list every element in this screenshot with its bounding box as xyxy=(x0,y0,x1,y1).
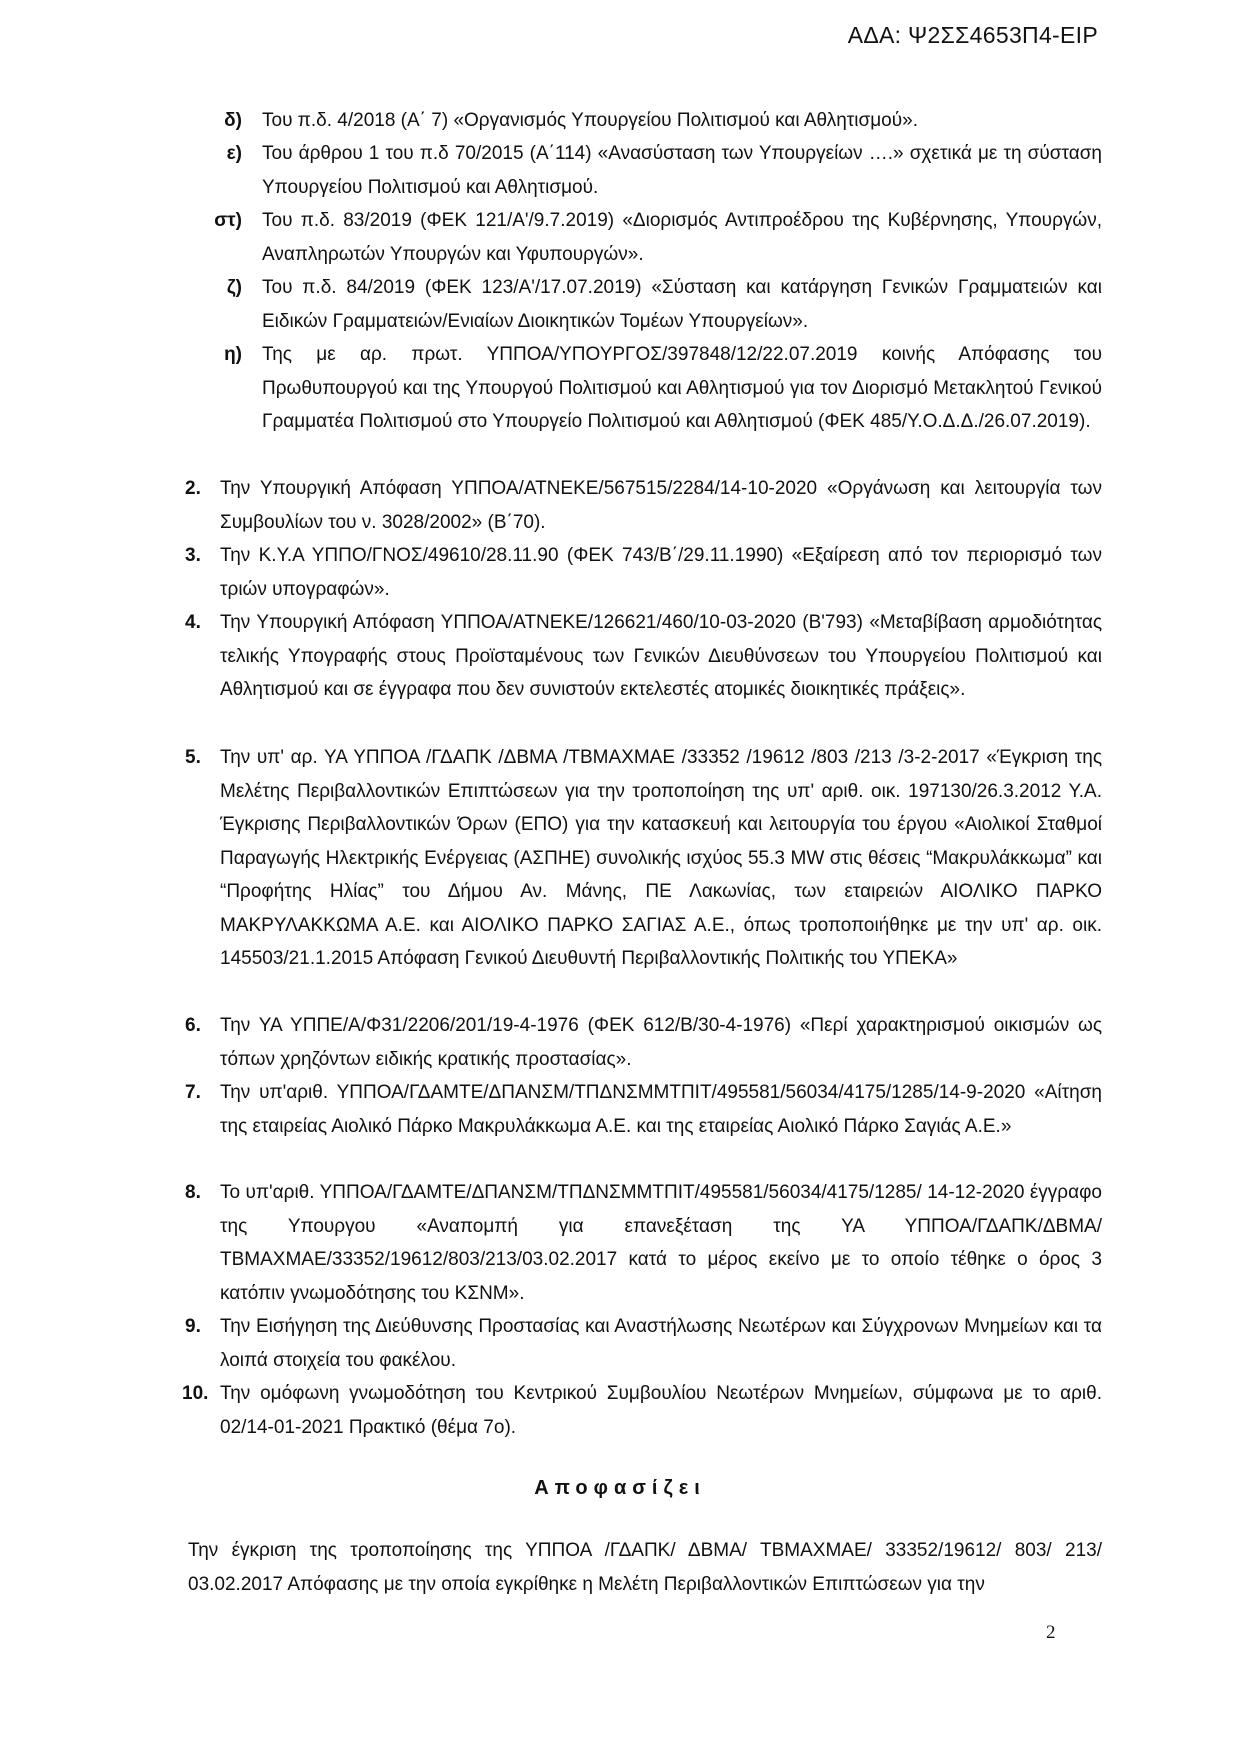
sub-item-text: Του άρθρου 1 του π.δ 70/2015 (Α΄114) «Ανασύσταση των Υπουργείων ….» σχετικά με τη σύσταση Υπουργείου Πολιτισμού και Αθλητισμού. xyxy=(262,143,1102,198)
sub-item-label: ε) xyxy=(226,143,242,164)
sub-item-label: δ) xyxy=(224,110,242,131)
sub-item-label: ζ) xyxy=(226,277,242,298)
item-number: 2. xyxy=(185,478,201,499)
sub-item-text: Του π.δ. 83/2019 (ΦΕΚ 121/Α'/9.7.2019) «Διορισμός Αντιπροέδρου της Κυβέρνησης, Υπουργών, Αναπληρωτών Υπουργών και Υφυπουργών». xyxy=(262,210,1102,265)
sub-item-label: η) xyxy=(224,344,242,365)
item-number: 10. xyxy=(182,1383,209,1404)
sub-item-label: στ) xyxy=(214,210,242,231)
item-number: 6. xyxy=(185,1015,201,1036)
item-number: 3. xyxy=(185,545,201,566)
sub-item-text: Του π.δ. 84/2019 (ΦΕΚ 123/Α'/17.07.2019) «Σύσταση και κατάργηση Γενικών Γραμματειών και Ειδικών Γραμματειών/Ενιαίων Διοικητικών Τομέων Υπουργείων». xyxy=(262,277,1102,332)
item-number: 9. xyxy=(185,1316,201,1337)
item-text: Το υπ'αριθ. ΥΠΠΟΑ/ΓΔΑΜΤΕ/ΔΠΑΝΣΜ/ΤΠΔΝΣΜΜΤΠΙΤ/495581/56034/4175/1285/ 14-12-2020 έγγραφο της Υπουργου «Αναπομπή για επανεξέταση της ΥΑ ΥΠΠΟΑ/ΓΔΑΠΚ/ΔΒΜΑ/ΤΒΜΑΧΜΑΕ/33352/19612/803/213/03.02.2017 κατά το μέρος εκείνο με το οποίο τέθηκε ο όρος 3 κατόπιν γνωμοδότησης του ΚΣΝΜ». xyxy=(220,1182,1102,1304)
item-text: Την Εισήγηση της Διεύθυνσης Προστασίας και Αναστήλωσης Νεωτέρων και Σύγχρονων Μνημείων και τα λοιπά στοιχεία του φακέλου. xyxy=(220,1316,1102,1371)
item-number: 4. xyxy=(185,612,201,633)
item-text: Την Υπουργική Απόφαση ΥΠΠΟΑ/ΑΤΝΕΚΕ/126621/460/10-03-2020 (Β'793) «Μεταβίβαση αρμοδιότητας τελικής Υπογραφής στους Προϊσταμένους των Γενικών Διευθύνσεων του Υπουργείου Πολιτισμού και Αθλητισμού και σε έγγραφα που δεν συνιστούν εκτελεστές ατομικές διοικητικές πράξεις». xyxy=(220,612,1102,700)
sub-item-text: Του π.δ. 4/2018 (Α΄ 7) «Οργανισμός Υπουργείου Πολιτισμού και Αθλητισμού». xyxy=(262,110,918,131)
decision-heading: Αποφασίζει xyxy=(534,1477,706,1499)
sub-item-text: Της με αρ. πρωτ. ΥΠΠΟΑ/ΥΠΟΥΡΓΟΣ/397848/12/22.07.2019 κοινής Απόφασης του Πρωθυπουργού και της Υπουργού Πολιτισμού και Αθλητισμού για τον Διορισμό Μετακλητού Γενικού Γραμματέα Πολιτισμού στο Υπουργείο Πολιτισμού και Αθλητισμού (ΦΕΚ 485/Υ.Ο.Δ.Δ./26.07.2019). xyxy=(262,344,1102,432)
item-number: 7. xyxy=(185,1082,201,1103)
item-number: 8. xyxy=(185,1182,201,1203)
page-number: 2 xyxy=(1046,1622,1056,1643)
item-text: Την υπ' αρ. ΥΑ ΥΠΠΟΑ /ΓΔΑΠΚ /ΔΒΜΑ /ΤΒΜΑΧΜΑΕ /33352 /19612 /803 /213 /3-2-2017 «Έγκριση της Μελέτης Περιβαλλοντικών Επιπτώσεων για την τροποποίηση της υπ' αριθ. οικ. 197130/26.3.2012 Υ.Α. Έγκρισης Περιβαλλοντικών Όρων (ΕΠΟ) για την κατασκευή και λειτουργία του έργου «Αιολικοί Σταθμοί Παραγωγής Ηλεκτρικής Ενέργειας (ΑΣΠΗΕ) συνολικής ισχύος 55.3 MW στις θέσεις “Μακρυλάκκωμα” και “Προφήτης Ηλίας” του Δήμου Αν. Μάνης, ΠΕ Λακωνίας, των εταιρειών ΑΙΟΛΙΚΟ ΠΑΡΚΟ ΜΑΚΡΥΛΑΚΚΩΜΑ Α.Ε. και ΑΙΟΛΙΚΟ ΠΑΡΚΟ ΣΑΓΙΑΣ Α.Ε., όπως τροποποιήθηκε με την υπ' αρ. οικ. 145503/21.1.2015 Απόφαση Γενικού Διευθυντή Περιβαλλοντικής Πολιτικής του ΥΠΕΚΑ» xyxy=(220,747,1102,969)
item-text: Την Κ.Υ.Α ΥΠΠΟ/ΓΝΟΣ/49610/28.11.90 (ΦΕΚ 743/Β΄/29.11.1990) «Εξαίρεση από τον περιορισμό των τριών υπογραφών». xyxy=(220,545,1102,600)
item-text: Την ΥΑ ΥΠΠΕ/Α/Φ31/2206/201/19-4-1976 (ΦΕΚ 612/Β/30-4-1976) «Περί χαρακτηρισμού οικισμών ως τόπων χρηζόντων ειδικής κρατικής προστασίας». xyxy=(220,1015,1102,1070)
decision-paragraph: Την έγκριση της τροποποίησης της ΥΠΠΟΑ /ΓΔΑΠΚ/ ΔΒΜΑ/ ΤΒΜΑΧΜΑΕ/ 33352/19612/ 803/ 213/ 03.02.2017 Απόφασης με την οποία εγκρίθηκε η Μελέτη Περιβαλλοντικών Επιπτώσεων για την xyxy=(188,1540,1102,1595)
ada-code: ΑΔΑ: Ψ2ΣΣ4653Π4-ΕΙΡ xyxy=(847,22,1098,48)
item-text: Την Υπουργική Απόφαση ΥΠΠΟΑ/ΑΤΝΕΚΕ/567515/2284/14-10-2020 «Οργάνωση και λειτουργία των Συμβουλίων του ν. 3028/2002» (Β΄70). xyxy=(220,478,1102,533)
item-number: 5. xyxy=(185,747,201,768)
item-text: Την υπ'αριθ. ΥΠΠΟΑ/ΓΔΑΜΤΕ/ΔΠΑΝΣΜ/ΤΠΔΝΣΜΜΤΠΙΤ/495581/56034/4175/1285/14-9-2020 «Αίτηση της εταιρείας Αιολικό Πάρκο Μακρυλάκκωμα Α.Ε. και της εταιρείας Αιολικό Πάρκο Σαγιάς Α.Ε.» xyxy=(220,1082,1102,1137)
item-text: Την ομόφωνη γνωμοδότηση του Κεντρικού Συμβουλίου Νεωτέρων Μνημείων, σύμφωνα με το αριθ. 02/14-01-2021 Πρακτικό (θέμα 7ο). xyxy=(220,1383,1102,1438)
